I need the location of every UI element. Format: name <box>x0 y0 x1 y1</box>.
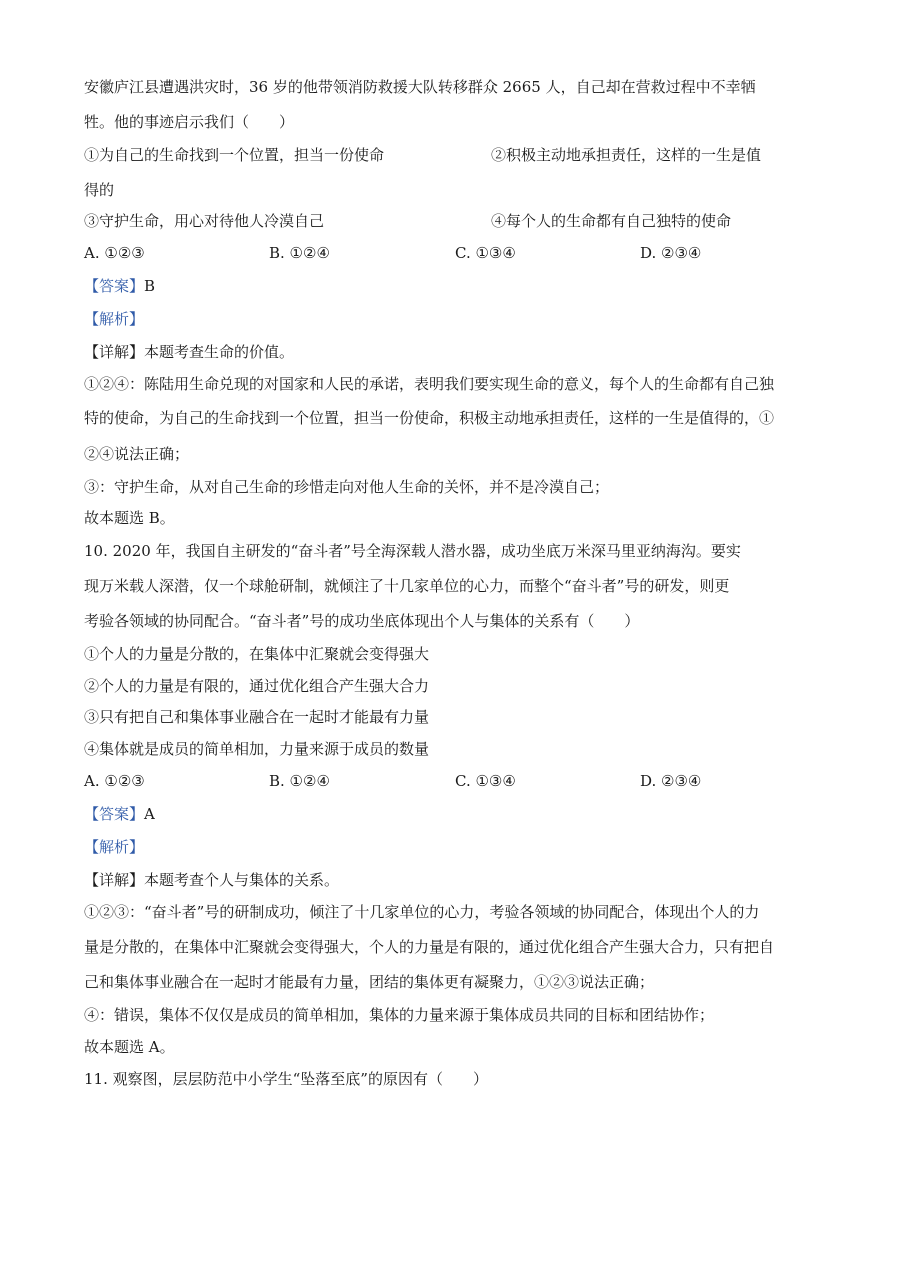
q10-explanation-line2: 量是分散的，在集体中汇聚就会变得强大，个人的力量是有限的，通过优化组合产生强大合力，只有把自 <box>84 938 775 956</box>
q9-explanation-line1: ①②④：陈陆用生命兑现的对国家和人民的承诺，表明我们要实现生命的意义，每个人的生命都有自己独 <box>84 375 775 393</box>
q10-explanation-line1: ①②③：“奋斗者”号的研制成功，倾注了十几家单位的心力，考验各领域的协同配合，体现出个人的力 <box>84 903 760 921</box>
answer-value: A <box>144 805 155 823</box>
q9-analysis-tag: 【解析】 <box>84 310 145 328</box>
q10-analysis-tag: 【解析】 <box>84 838 145 856</box>
q10-option-d: D. ②③④ <box>640 772 702 790</box>
q10-explanation-line3: 己和集体事业融合在一起时才能最有力量，团结的集体更有凝聚力，①②③说法正确； <box>84 973 655 991</box>
q9-explanation-line2: 特的使命，为自己的生命找到一个位置，担当一份使命，积极主动地承担责任，这样的一生是值得的，① <box>84 409 775 427</box>
detail-text: 本题考查个人与集体的关系。 <box>144 871 340 889</box>
q10-explanation-2: ④：错误，集体不仅仅是成员的简单相加，集体的力量来源于集体成员共同的目标和团结协作； <box>84 1006 715 1024</box>
q10-option-a: A. ①②③ <box>84 772 145 790</box>
q10-detail-row <box>84 870 339 890</box>
q9-option-a: A. ①②③ <box>84 244 145 262</box>
q9-stem-line2: 牲。他的事迹启示我们（ ） <box>84 113 295 131</box>
q10-stem-line3: 考验各领域的协同配合。“奋斗者”号的成功坐底体现出个人与集体的关系有（ ） <box>84 612 640 630</box>
q10-item3: ③只有把自己和集体事业融合在一起时才能最有力量 <box>84 708 430 726</box>
q9-explanation-line3: ②④说法正确； <box>84 445 190 463</box>
q9-option-d: D. ②③④ <box>640 244 702 262</box>
q9-item4: ④每个人的生命都有自己独特的使命 <box>491 212 732 230</box>
detail-tag: 【详解】 <box>84 871 145 889</box>
q10-stem-line2: 现万米载人深潜，仅一个球舱研制，就倾注了十几家单位的心力，而整个“奋斗者”号的研发，则更 <box>84 577 730 595</box>
q10-option-c: C. ①③④ <box>455 772 516 790</box>
q9-option-c: C. ①③④ <box>455 244 516 262</box>
q10-conclusion: 故本题选 A。 <box>84 1038 175 1056</box>
q9-answer-row <box>84 276 155 296</box>
q9-explanation-2: ③：守护生命，从对自己生命的珍惜走向对他人生命的关怀，并不是冷漠自己； <box>84 478 610 496</box>
detail-tag: 【详解】 <box>84 343 145 361</box>
q10-stem-line1: 10. 2020 年，我国自主研发的“奋斗者”号全海深载人潜水器，成功坐底万米深马里亚纳海沟。要实 <box>84 542 741 560</box>
q9-conclusion: 故本题选 B。 <box>84 509 175 527</box>
q10-item4: ④集体就是成员的简单相加，力量来源于成员的数量 <box>84 740 430 758</box>
q9-detail-row <box>84 342 294 362</box>
q9-item3: ③守护生命，用心对待他人冷漠自己 <box>84 212 325 230</box>
q9-item2-part1: ②积极主动地承担责任，这样的一生是值 <box>491 146 762 164</box>
q9-item1: ①为自己的生命找到一个位置，担当一份使命 <box>84 146 385 164</box>
answer-tag: 【答案】 <box>84 805 145 823</box>
q10-answer-row <box>84 804 155 824</box>
answer-value: B <box>144 277 156 295</box>
answer-tag: 【答案】 <box>84 277 145 295</box>
q9-item2-part2: 得的 <box>84 181 115 199</box>
q9-option-b: B. ①②④ <box>269 244 330 262</box>
q10-option-b: B. ①②④ <box>269 772 330 790</box>
q9-stem-line1: 安徽庐江县遭遇洪灾时，36 岁的他带领消防救援大队转移群众 2665 人，自己却在营救过程中不幸牺 <box>84 78 756 96</box>
detail-text: 本题考查生命的价值。 <box>144 343 295 361</box>
q10-item1: ①个人的力量是分散的，在集体中汇聚就会变得强大 <box>84 645 430 663</box>
q10-item2: ②个人的力量是有限的，通过优化组合产生强大合力 <box>84 677 430 695</box>
q11-stem: 11. 观察图，层层防范中小学生“坠落至底”的原因有（ ） <box>84 1070 488 1088</box>
